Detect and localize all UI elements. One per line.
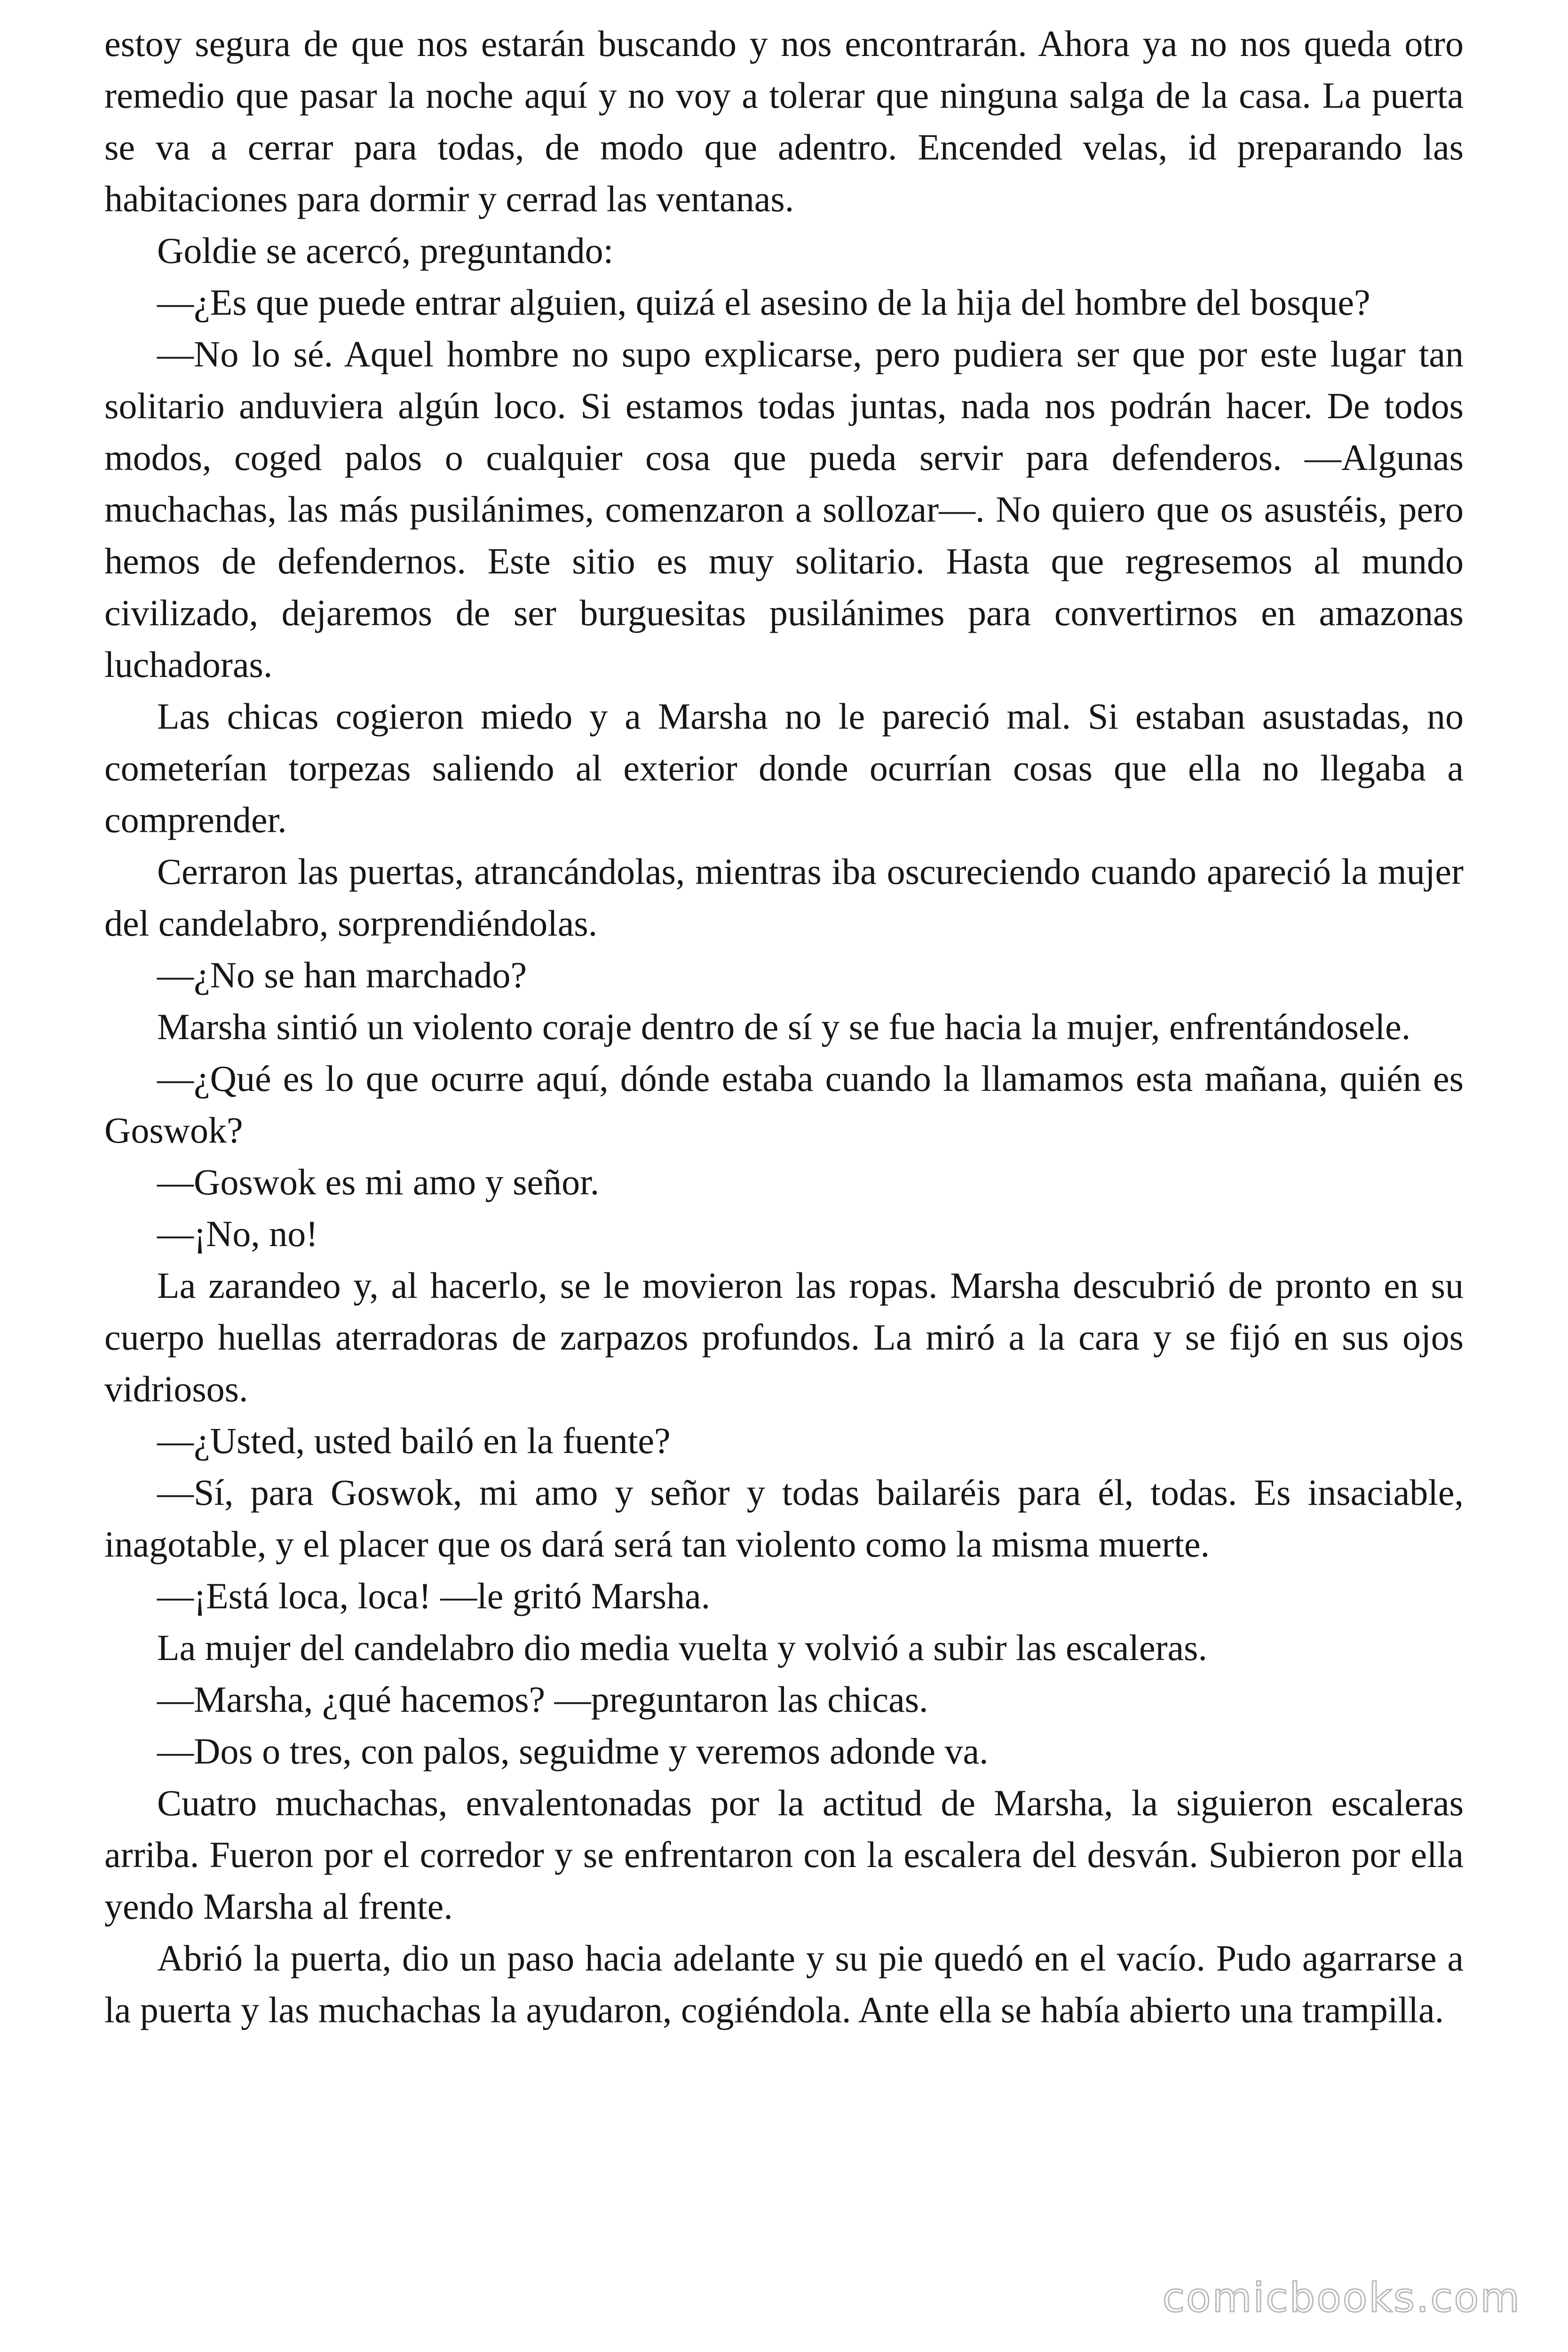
paragraph: —¿Qué es lo que ocurre aquí, dónde estaba cuando la llamamos esta mañana, quién es Goswok? bbox=[104, 1058, 1464, 1151]
paragraph: Marsha sintió un violento coraje dentro de sí y se fue hacia la mujer, enfrentándosele. bbox=[157, 1006, 1411, 1047]
paragraph: Cerraron las puertas, atrancándolas, mientras iba oscureciendo cuando apareció la mujer del candelabro, sorprendiéndolas. bbox=[104, 851, 1464, 944]
document-page bbox=[104, 18, 1464, 2036]
paragraph: Goldie se acercó, preguntando: bbox=[157, 230, 614, 271]
paragraph: La mujer del candelabro dio media vuelta y volvió a subir las escaleras. bbox=[157, 1627, 1208, 1668]
paragraph: —Sí, para Goswok, mi amo y señor y todas bailaréis para él, todas. Es insaciable, inagotable, y el placer que os dará será tan violento como la misma muerte. bbox=[104, 1472, 1464, 1565]
paragraph: —¡Está loca, loca! —le gritó Marsha. bbox=[157, 1575, 711, 1616]
paragraph: —¿No se han marchado? bbox=[157, 954, 527, 995]
paragraph: —Goswok es mi amo y señor. bbox=[157, 1161, 600, 1202]
paragraph: La zarandeo y, al hacerlo, se le movieron las ropas. Marsha descubrió de pronto en su cuerpo huellas aterradoras de zarpazos profundos. La miró a la cara y se fijó en sus ojos vidriosos. bbox=[104, 1265, 1464, 1409]
paragraph: —¿Usted, usted bailó en la fuente? bbox=[157, 1420, 671, 1461]
paragraph: —¡No, no! bbox=[157, 1213, 318, 1254]
paragraph: Las chicas cogieron miedo y a Marsha no le pareció mal. Si estaban asustadas, no cometerían torpezas saliendo al exterior donde ocurrían cosas que ella no llegaba a comprender. bbox=[104, 696, 1464, 840]
paragraph-continued: estoy segura de que nos estarán buscando y nos encontrarán. Ahora ya no nos queda otro remedio que pasar la noche aquí y no voy a tolerar que ninguna salga de la casa. La puerta se va a cerrar para todas, de modo que adentro. Encended velas, id preparando las habitaciones para dormir y cerrad las ventanas. bbox=[104, 23, 1464, 219]
paragraph: —Marsha, ¿qué hacemos? —preguntaron las chicas. bbox=[157, 1679, 928, 1720]
watermark-logo: comicbooks.com bbox=[1162, 2274, 1521, 2321]
paragraph: Abrió la puerta, dio un paso hacia adelante y su pie quedó en el vacío. Pudo agarrarse a la puerta y las muchachas la ayudaron, cogiéndola. Ante ella se había abierto una trampilla. bbox=[104, 1938, 1464, 2030]
paragraph: Cuatro muchachas, envalentonadas por la actitud de Marsha, la siguieron escaleras arriba. Fueron por el corredor y se enfrentaron con la escalera del desván. Subieron por ella yendo Marsha al frente. bbox=[104, 1782, 1464, 1927]
paragraph: —¿Es que puede entrar alguien, quizá el asesino de la hija del hombre del bosque? bbox=[157, 282, 1370, 323]
paragraph: —No lo sé. Aquel hombre no supo explicarse, pero pudiera ser que por este lugar tan solitario anduviera algún loco. Si estamos todas juntas, nada nos podrán hacer. De todos modos, coged palos o cualquier cosa que pueda servir para defenderos. —Algunas muchachas, las más pusilánimes, comenzaron a sollozar—. No quiero que os asustéis, pero hemos de defendernos. Este sitio es muy solitario. Hasta que regresemos al mundo civilizado, dejaremos de ser burguesitas pusilánimes para convertirnos en amazonas luchadoras. bbox=[104, 334, 1464, 685]
paragraph: —Dos o tres, con palos, seguidme y veremos adonde va. bbox=[157, 1731, 989, 1772]
